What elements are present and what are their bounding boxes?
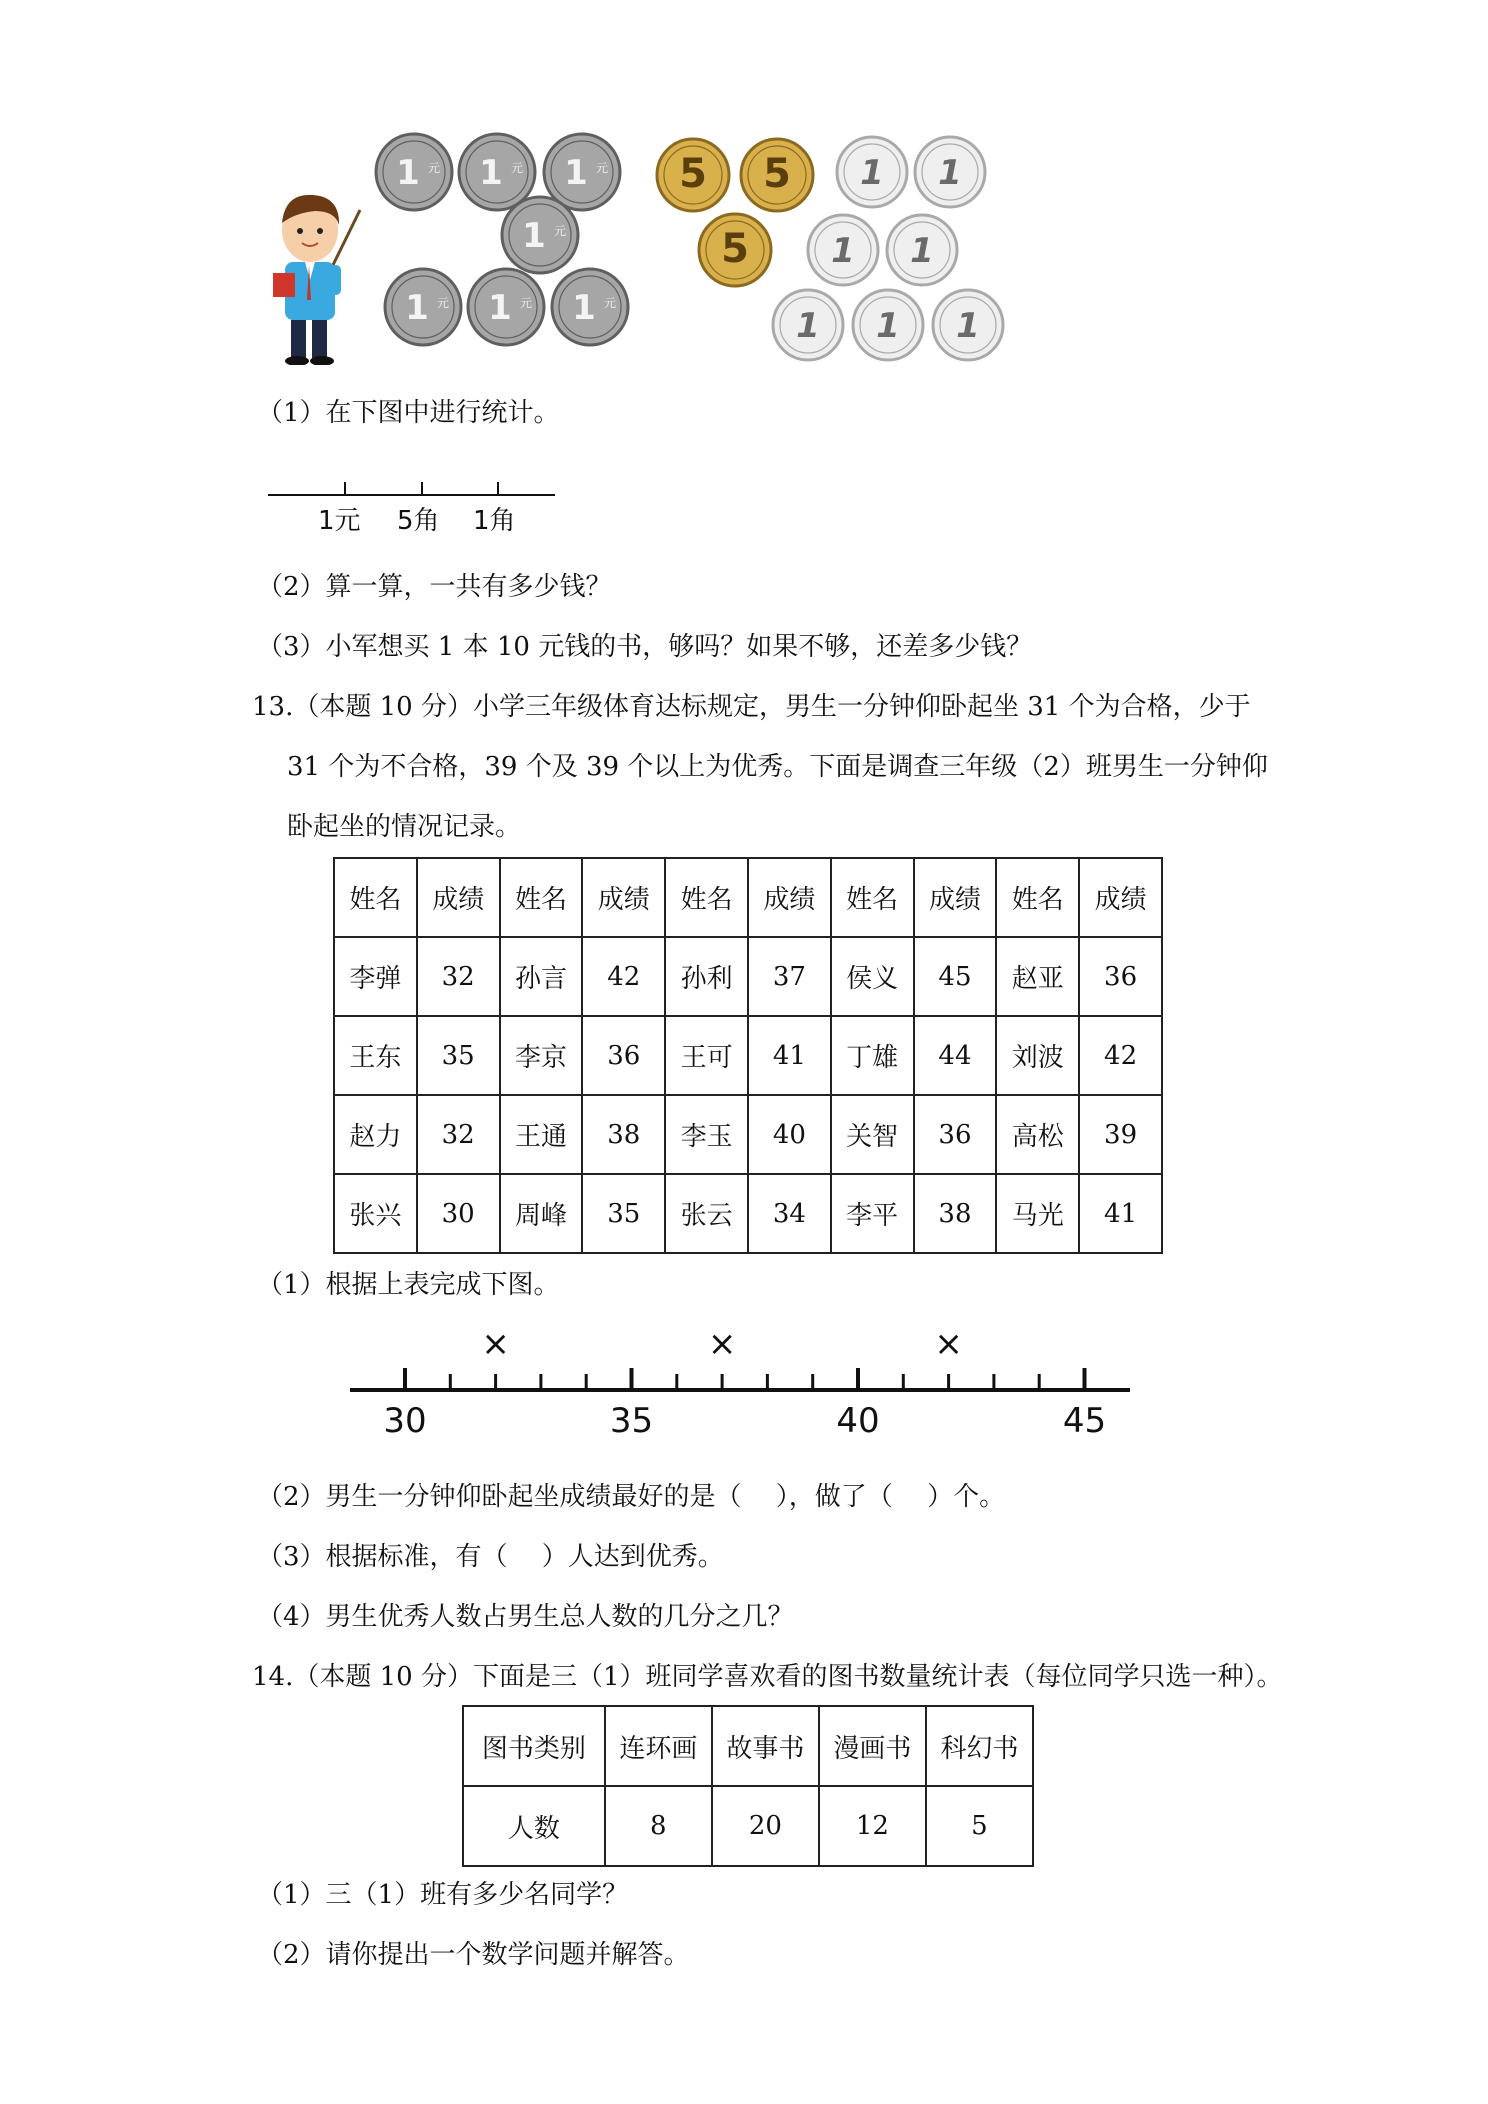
score-cell: 38 <box>914 1174 997 1253</box>
svg-text:1: 1 <box>488 288 512 328</box>
score-table-row <box>334 1095 1162 1174</box>
svg-text:元: 元 <box>554 224 567 238</box>
situp-number-line <box>340 1325 1140 1440</box>
student-name-cell: 丁雄 <box>831 1016 914 1095</box>
book-preference-table <box>462 1705 1034 1867</box>
svg-text:1: 1 <box>831 231 855 271</box>
student-name-cell: 王通 <box>500 1095 583 1174</box>
svg-text:1: 1 <box>405 288 429 328</box>
book-table-cell: 12 <box>819 1786 926 1866</box>
student-name-cell: 周峰 <box>500 1174 583 1253</box>
one-yuan-coin-icon <box>550 267 630 347</box>
book-table-cell: 20 <box>712 1786 819 1866</box>
svg-text:1: 1 <box>860 153 884 193</box>
one-jiao-coin-icon <box>851 288 925 362</box>
student-name-cell: 王东 <box>334 1016 417 1095</box>
student-name-cell: 马光 <box>996 1174 1079 1253</box>
svg-text:5: 5 <box>763 151 791 197</box>
score-table-header-cell: 姓名 <box>831 858 914 937</box>
question-12-3: （3）小军想买 1 本 10 元钱的书，够吗？如果不够，还差多少钱？ <box>257 632 1033 662</box>
student-name-cell: 孙利 <box>665 937 748 1016</box>
score-cell: 34 <box>748 1174 831 1253</box>
svg-text:元: 元 <box>520 296 533 310</box>
svg-text:1: 1 <box>522 216 546 256</box>
one-yuan-coin-icon <box>374 132 454 212</box>
student-name-cell: 王可 <box>665 1016 748 1095</box>
svg-text:1: 1 <box>938 153 962 193</box>
score-table-header-cell: 姓名 <box>996 858 1079 937</box>
student-name-cell: 李弹 <box>334 937 417 1016</box>
number-line-x-mark: × <box>707 1325 737 1364</box>
svg-text:元: 元 <box>604 296 617 310</box>
one-jiao-coin-icon <box>913 135 987 209</box>
score-table-header-cell: 成绩 <box>582 858 665 937</box>
book-table-header-cell: 漫画书 <box>819 1706 926 1786</box>
book-table-header-cell: 连环画 <box>605 1706 712 1786</box>
score-table-row <box>334 1016 1162 1095</box>
one-yuan-coin-icon <box>500 195 580 275</box>
score-table-header-cell: 成绩 <box>748 858 831 937</box>
student-name-cell: 赵力 <box>334 1095 417 1174</box>
book-table-cell: 8 <box>605 1786 712 1866</box>
svg-text:5: 5 <box>679 151 707 197</box>
question-12-1: （1）在下图中进行统计。 <box>257 398 560 428</box>
score-table-header-cell: 成绩 <box>1079 858 1162 937</box>
svg-text:1: 1 <box>876 306 900 346</box>
svg-text:1: 1 <box>564 153 588 193</box>
problem-13-intro-line2: 31 个为不合格，39 个及 39 个以上为优秀。下面是调查三年级（2）班男生一分钟仰 <box>287 752 1268 782</box>
score-cell: 42 <box>1079 1016 1162 1095</box>
score-table-header-row <box>334 858 1162 937</box>
tally-label-5jiao: 5角 <box>397 506 440 536</box>
student-name-cell: 刘波 <box>996 1016 1079 1095</box>
svg-text:1: 1 <box>910 231 934 271</box>
score-table-row <box>334 937 1162 1016</box>
score-cell: 42 <box>582 937 665 1016</box>
svg-text:1: 1 <box>479 153 503 193</box>
number-line-label: 30 <box>383 1401 427 1440</box>
score-cell: 32 <box>417 937 500 1016</box>
question-12-2: （2）算一算，一共有多少钱？ <box>257 572 612 602</box>
student-name-cell: 张兴 <box>334 1174 417 1253</box>
book-table-cell: 5 <box>926 1786 1033 1866</box>
one-jiao-coin-icon <box>885 213 959 287</box>
teacher-figure-icon <box>273 195 360 365</box>
number-line-x-mark: × <box>934 1325 963 1364</box>
question-14-1: （1）三（1）班有多少名同学？ <box>257 1880 629 1910</box>
student-name-cell: 赵亚 <box>996 937 1079 1016</box>
question-13-4: （4）男生优秀人数占男生总人数的几分之几？ <box>257 1602 794 1632</box>
question-13-1: （1）根据上表完成下图。 <box>257 1270 560 1300</box>
score-cell: 39 <box>1079 1095 1162 1174</box>
five-jiao-coin-icon <box>697 212 773 288</box>
situp-score-table <box>333 857 1163 1254</box>
score-cell: 40 <box>748 1095 831 1174</box>
number-line-x-mark: × <box>481 1325 510 1364</box>
one-yuan-coin-icon <box>466 267 546 347</box>
svg-text:1: 1 <box>796 306 820 346</box>
score-cell: 41 <box>1079 1174 1162 1253</box>
student-name-cell: 关智 <box>831 1095 914 1174</box>
svg-text:元: 元 <box>511 161 524 175</box>
score-cell: 44 <box>914 1016 997 1095</box>
score-cell: 38 <box>582 1095 665 1174</box>
score-cell: 45 <box>914 937 997 1016</box>
book-table-header-row <box>463 1706 1033 1786</box>
svg-text:元: 元 <box>428 161 441 175</box>
score-cell: 35 <box>417 1016 500 1095</box>
svg-text:1: 1 <box>396 153 420 193</box>
tally-label-1yuan: 1元 <box>318 506 361 536</box>
student-name-cell: 张云 <box>665 1174 748 1253</box>
score-cell: 35 <box>582 1174 665 1253</box>
student-name-cell: 侯义 <box>831 937 914 1016</box>
tally-label-1jiao: 1角 <box>473 506 516 536</box>
book-table-header-cell: 图书类别 <box>463 1706 605 1786</box>
number-line-label: 45 <box>1062 1401 1107 1440</box>
one-jiao-coin-icon <box>835 135 909 209</box>
score-cell: 36 <box>582 1016 665 1095</box>
number-line-label: 35 <box>609 1401 654 1440</box>
problem-13-intro-line3: 卧起坐的情况记录。 <box>287 812 522 842</box>
book-table-header-cell: 科幻书 <box>926 1706 1033 1786</box>
svg-text:5: 5 <box>721 226 749 272</box>
one-jiao-coin-icon <box>931 288 1005 362</box>
student-name-cell: 李玉 <box>665 1095 748 1174</box>
coin-tally-axis <box>260 470 560 535</box>
one-jiao-coin-icon <box>771 288 845 362</box>
score-table-header-cell: 姓名 <box>334 858 417 937</box>
student-name-cell: 孙言 <box>500 937 583 1016</box>
question-13-3: （3）根据标准，有（ ）人达到优秀。 <box>257 1542 724 1572</box>
five-jiao-coin-icon <box>739 137 815 213</box>
svg-text:元: 元 <box>437 296 450 310</box>
score-table-header-cell: 成绩 <box>914 858 997 937</box>
score-table-header-cell: 姓名 <box>500 858 583 937</box>
question-13-2: （2）男生一分钟仰卧起坐成绩最好的是（ ），做了（ ）个。 <box>257 1482 1006 1512</box>
score-table-header-cell: 成绩 <box>417 858 500 937</box>
score-cell: 30 <box>417 1174 500 1253</box>
svg-text:元: 元 <box>596 161 609 175</box>
svg-text:1: 1 <box>956 306 980 346</box>
one-yuan-coin-icon <box>383 267 463 347</box>
svg-text:1: 1 <box>572 288 596 328</box>
book-table-header-cell: 故事书 <box>712 1706 819 1786</box>
five-jiao-coin-icon <box>655 137 731 213</box>
score-cell: 36 <box>914 1095 997 1174</box>
student-name-cell: 高松 <box>996 1095 1079 1174</box>
problem-14-intro: 14.（本题 10 分）下面是三（1）班同学喜欢看的图书数量统计表（每位同学只选一种）。 <box>252 1662 1283 1692</box>
student-name-cell: 李京 <box>500 1016 583 1095</box>
book-table-count-row <box>463 1786 1033 1866</box>
score-cell: 32 <box>417 1095 500 1174</box>
score-cell: 41 <box>748 1016 831 1095</box>
score-table-header-cell: 姓名 <box>665 858 748 937</box>
score-table-row <box>334 1174 1162 1253</box>
one-jiao-coin-icon <box>806 213 880 287</box>
score-cell: 37 <box>748 937 831 1016</box>
score-cell: 36 <box>1079 937 1162 1016</box>
problem-13-intro-line1: 13.（本题 10 分）小学三年级体育达标规定，男生一分钟仰卧起坐 31 个为合格，少于 <box>252 692 1251 722</box>
number-line-label: 40 <box>836 1401 880 1440</box>
book-table-cell: 人数 <box>463 1786 605 1866</box>
question-14-2: （2）请你提出一个数学问题并解答。 <box>257 1940 690 1970</box>
student-name-cell: 李平 <box>831 1174 914 1253</box>
